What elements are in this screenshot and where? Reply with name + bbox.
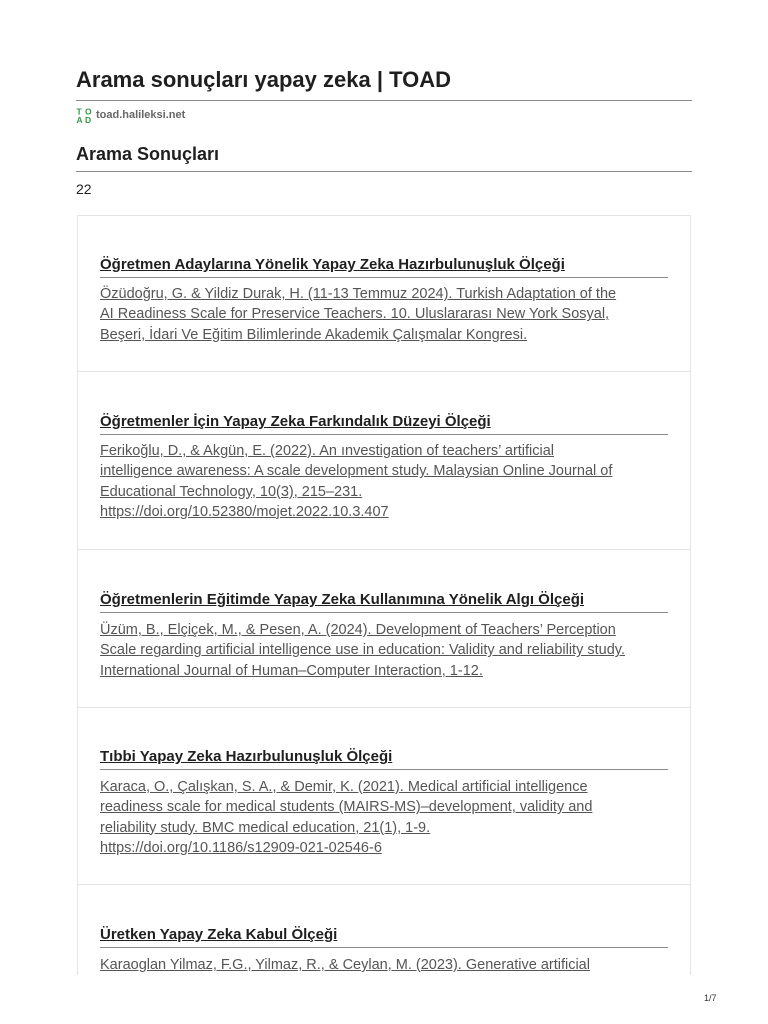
result-reference[interactable] xyxy=(100,955,670,975)
reference-line: Üzüm, B., Elçiçek, M., & Pesen, A. (2024). Development of Teachers’ Perception xyxy=(100,622,616,638)
site-name[interactable]: toad.halileksi.net xyxy=(96,109,186,121)
reference-line: AI Readiness Scale for Preservice Teachers. 10. Uluslararası New York Sosyal, xyxy=(100,306,610,323)
svg-text:A: A xyxy=(76,114,83,124)
site-source[interactable] xyxy=(76,106,185,124)
reference-line: Karaoglan Yilmaz, F.G., Yilmaz, R., & Ceylan, M. (2023). Generative artificial xyxy=(100,957,590,973)
reference-line: International Journal of Human–Computer Interaction, 1-12. xyxy=(100,662,483,679)
svg-text:D: D xyxy=(85,114,92,124)
reference-line: readiness scale for medical students (MAIRS-MS)–development, validity and xyxy=(100,799,593,816)
result-card xyxy=(78,885,690,975)
result-card xyxy=(78,708,690,885)
reference-line: Beşeri, İdari Ve Eğitim Bilimlerinde Akademik Çalışmalar Kongresi. xyxy=(100,326,528,343)
reference-line: https://doi.org/10.52380/mojet.2022.10.3.407 xyxy=(100,503,389,520)
result-title[interactable]: Öğretmenler İçin Yapay Zeka Farkındalık Düzeyi Ölçeği xyxy=(100,412,668,435)
result-title[interactable]: Öğretmenlerin Eğitimde Yapay Zeka Kullanımına Yönelik Algı Ölçeği xyxy=(100,590,668,613)
reference-line: Karaca, O., Çalışkan, S. A., & Demir, K. (2021). Medical artificial intelligence xyxy=(100,779,588,795)
result-title[interactable]: Öğretmen Adaylarına Yönelik Yapay Zeka Hazırbulunuşluk Ölçeği xyxy=(100,255,668,278)
result-reference[interactable] xyxy=(100,284,670,345)
results-list xyxy=(77,215,691,975)
reference-line: intelligence awareness: A scale development study. Malaysian Online Journal of xyxy=(100,463,613,480)
result-reference[interactable] xyxy=(100,777,670,858)
result-title[interactable]: Tıbbi Yapay Zeka Hazırbulunuşluk Ölçeği xyxy=(100,747,668,770)
result-card xyxy=(78,372,690,550)
section-title: Arama Sonuçları xyxy=(76,142,692,172)
toad-logo-icon xyxy=(76,107,93,124)
page-title: Arama sonuçları yapay zeka | TOAD xyxy=(76,66,692,101)
reference-line: https://doi.org/10.1186/s12909-021-02546-6 xyxy=(100,839,382,856)
result-title[interactable]: Üretken Yapay Zeka Kabul Ölçeği xyxy=(100,925,668,948)
result-reference[interactable] xyxy=(100,620,670,681)
result-card xyxy=(78,216,690,372)
reference-line: Özüdoğru, G. & Yildiz Durak, H. (11-13 Temmuz 2024). Turkish Adaptation of the xyxy=(100,286,617,302)
svg-text:O: O xyxy=(85,106,92,116)
reference-line: Ferikoğlu, D., & Akgün, E. (2022). An ınvestigation of teachers’ artificial xyxy=(100,443,555,459)
result-count: 22 xyxy=(76,181,92,197)
result-card xyxy=(78,550,690,708)
result-reference[interactable] xyxy=(100,441,670,522)
reference-line: reliability study. BMC medical education, 21(1), 1-9. xyxy=(100,819,431,836)
reference-line: Educational Technology, 10(3), 215–231. xyxy=(100,483,363,500)
page-number: 1/7 xyxy=(704,993,717,1003)
svg-text:T: T xyxy=(76,106,82,116)
reference-line: Scale regarding artificial intelligence use in education: Validity and reliability study. xyxy=(100,642,625,659)
